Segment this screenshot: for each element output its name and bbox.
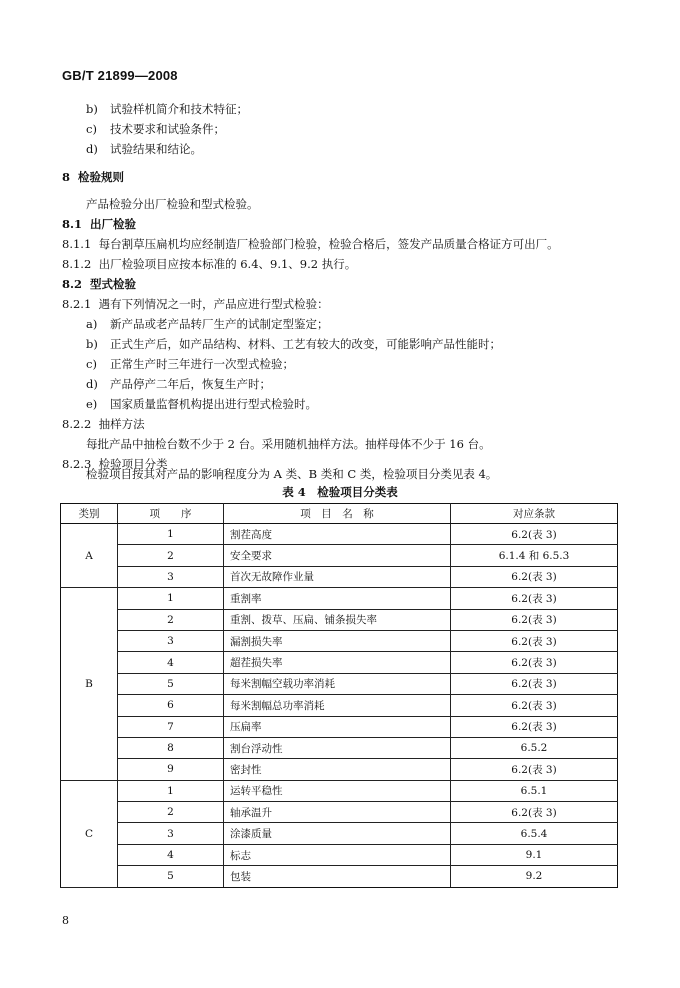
list-item: d) 产品停产二年后，恢复生产时； bbox=[86, 377, 271, 391]
clause-8-1-2: 8.1.2 出厂检验项目应按本标准的 6.4、9.1、9.2 执行。 bbox=[62, 257, 357, 271]
clause-8-1-1: 8.1.1 每台割草压扁机均应经制造厂检验部门检验，检验合格后，签发产品质量合格证方可出厂。 bbox=[62, 237, 559, 251]
seq-cell: 4 bbox=[118, 844, 224, 865]
section-heading-8-1: 8.1 出厂检验 bbox=[62, 217, 137, 231]
list-item: b) 正式生产后，如产品结构、材料、工艺有较大的改变，可能影响产品性能时； bbox=[86, 337, 501, 351]
inspection-classification-table bbox=[60, 503, 618, 888]
clause-cell: 6.5.2 bbox=[451, 737, 618, 758]
clause-cell: 6.1.4 和 6.5.3 bbox=[451, 545, 618, 566]
clause-cell: 6.2(表 3) bbox=[451, 630, 618, 651]
table-row bbox=[61, 759, 618, 780]
header-clause: 对应条款 bbox=[451, 504, 618, 524]
item-name-cell: 涂漆质量 bbox=[224, 823, 451, 844]
table-row bbox=[61, 524, 618, 545]
table-row bbox=[61, 802, 618, 823]
seq-cell: 9 bbox=[118, 759, 224, 780]
item-name-cell: 密封性 bbox=[224, 759, 451, 780]
list-item: c) 技术要求和试验条件； bbox=[86, 122, 225, 136]
seq-cell: 8 bbox=[118, 737, 224, 758]
clause-8-2-1: 8.2.1 遇有下列情况之一时，产品应进行型式检验： bbox=[62, 297, 329, 311]
seq-cell: 7 bbox=[118, 716, 224, 737]
seq-cell: 1 bbox=[118, 524, 224, 545]
clause-cell: 6.2(表 3) bbox=[451, 588, 618, 609]
table-row bbox=[61, 866, 618, 887]
category-cell: A bbox=[61, 524, 118, 588]
section-intro: 产品检验分出厂检验和型式检验。 bbox=[86, 197, 259, 211]
item-name-cell: 重割率 bbox=[224, 588, 451, 609]
item-name-cell: 轴承温升 bbox=[224, 802, 451, 823]
clause-cell: 9.1 bbox=[451, 844, 618, 865]
clause-cell: 6.2(表 3) bbox=[451, 759, 618, 780]
category-cell: B bbox=[61, 588, 118, 781]
table-row bbox=[61, 844, 618, 865]
item-name-cell: 割茬高度 bbox=[224, 524, 451, 545]
list-item: c) 正常生产时三年进行一次型式检验； bbox=[86, 357, 294, 371]
seq-cell: 6 bbox=[118, 695, 224, 716]
table-row bbox=[61, 609, 618, 630]
header-sequence: 项 序 bbox=[118, 504, 224, 524]
seq-cell: 4 bbox=[118, 652, 224, 673]
seq-cell: 5 bbox=[118, 866, 224, 887]
seq-cell: 3 bbox=[118, 630, 224, 651]
clause-8-2-3-text: 检验项目按其对产品的影响程度分为 A 类、B 类和 C 类，检验项目分类见表 4。 bbox=[86, 467, 498, 481]
item-name-cell: 重割、拨草、压扁、铺条损失率 bbox=[224, 609, 451, 630]
table-row bbox=[61, 673, 618, 694]
clause-8-2-2: 8.2.2 抽样方法 bbox=[62, 417, 145, 431]
table-row bbox=[61, 566, 618, 587]
table-row bbox=[61, 823, 618, 844]
seq-cell: 3 bbox=[118, 823, 224, 844]
item-name-cell: 超茬损失率 bbox=[224, 652, 451, 673]
list-item: e) 国家质量监督机构提出进行型式检验时。 bbox=[86, 397, 317, 411]
page-number: 8 bbox=[62, 914, 69, 927]
clause-8-2-2-text: 每批产品中抽检台数不少于 2 台。采用随机抽样方法。抽样母体不少于 16 台。 bbox=[86, 437, 491, 451]
category-cell: C bbox=[61, 780, 118, 887]
clause-8-2-3: 8.2.3 检验项目分类 bbox=[62, 457, 168, 471]
table-row bbox=[61, 780, 618, 801]
header-category: 类别 bbox=[61, 504, 118, 524]
table-caption: 表 4 检验项目分类表 bbox=[282, 485, 398, 499]
table-row bbox=[61, 652, 618, 673]
table-row bbox=[61, 630, 618, 651]
clause-cell: 6.2(表 3) bbox=[451, 566, 618, 587]
clause-cell: 6.2(表 3) bbox=[451, 524, 618, 545]
seq-cell: 2 bbox=[118, 609, 224, 630]
table-row bbox=[61, 695, 618, 716]
clause-cell: 9.2 bbox=[451, 866, 618, 887]
seq-cell: 1 bbox=[118, 780, 224, 801]
item-name-cell: 包装 bbox=[224, 866, 451, 887]
section-heading-8: 8 检验规则 bbox=[62, 170, 125, 184]
clause-cell: 6.2(表 3) bbox=[451, 652, 618, 673]
clause-cell: 6.5.1 bbox=[451, 780, 618, 801]
item-name-cell: 安全要求 bbox=[224, 545, 451, 566]
clause-cell: 6.2(表 3) bbox=[451, 609, 618, 630]
seq-cell: 5 bbox=[118, 673, 224, 694]
seq-cell: 1 bbox=[118, 588, 224, 609]
standard-code-header: GB/T 21899—2008 bbox=[62, 68, 178, 83]
item-name-cell: 每米割幅总功率消耗 bbox=[224, 695, 451, 716]
clause-cell: 6.2(表 3) bbox=[451, 695, 618, 716]
item-name-cell: 漏割损失率 bbox=[224, 630, 451, 651]
seq-cell: 2 bbox=[118, 802, 224, 823]
list-item: b) 试验样机简介和技术特征； bbox=[86, 102, 248, 116]
list-item: d) 试验结果和结论。 bbox=[86, 142, 202, 156]
header-item-name: 项 目 名 称 bbox=[224, 504, 451, 524]
item-name-cell: 运转平稳性 bbox=[224, 780, 451, 801]
seq-cell: 2 bbox=[118, 545, 224, 566]
item-name-cell: 割台浮动性 bbox=[224, 737, 451, 758]
item-name-cell: 标志 bbox=[224, 844, 451, 865]
clause-cell: 6.5.4 bbox=[451, 823, 618, 844]
section-heading-8-2: 8.2 型式检验 bbox=[62, 277, 137, 291]
clause-cell: 6.2(表 3) bbox=[451, 673, 618, 694]
table-row bbox=[61, 716, 618, 737]
table-header-row bbox=[61, 504, 618, 524]
clause-cell: 6.2(表 3) bbox=[451, 802, 618, 823]
table-row bbox=[61, 545, 618, 566]
table-row bbox=[61, 588, 618, 609]
table-row bbox=[61, 737, 618, 758]
seq-cell: 3 bbox=[118, 566, 224, 587]
item-name-cell: 首次无故障作业量 bbox=[224, 566, 451, 587]
list-item: a) 新产品或老产品转厂生产的试制定型鉴定； bbox=[86, 317, 329, 331]
item-name-cell: 每米割幅空载功率消耗 bbox=[224, 673, 451, 694]
clause-cell: 6.2(表 3) bbox=[451, 716, 618, 737]
item-name-cell: 压扁率 bbox=[224, 716, 451, 737]
